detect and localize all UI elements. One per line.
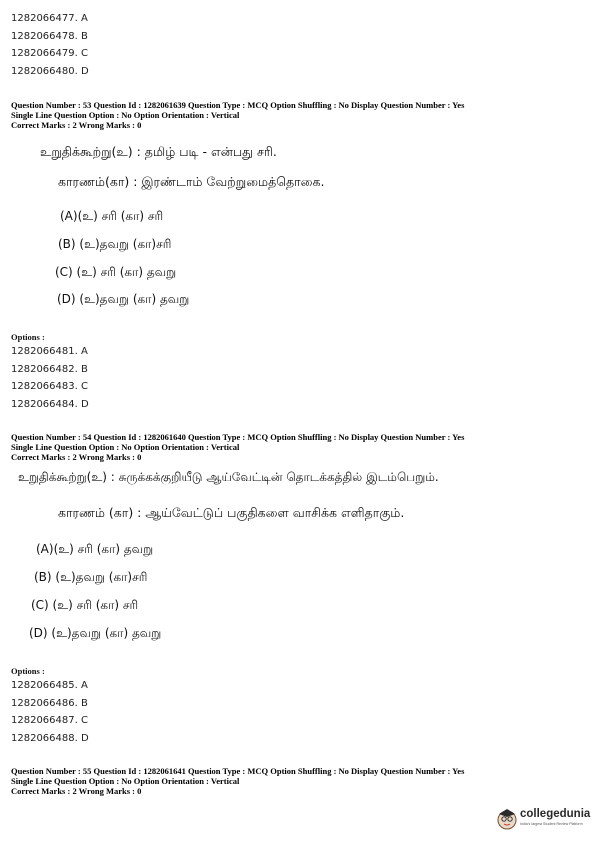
question-55	[0, 766, 595, 796]
choice-a: (A)(உ) சரி (கா) சரி	[60, 209, 164, 223]
question-meta: Question Number : 53 Question Id : 1282061639 Question Type : MCQ Option Shuffling : No Display Question Number : Yes	[11, 100, 465, 110]
question-53-options	[0, 329, 595, 413]
option-line: 1282066480. D	[11, 65, 89, 77]
question-meta-options: Single Line Question Option : No Option Orientation : Vertical	[11, 442, 240, 452]
collegedunia-logo	[496, 806, 591, 832]
option-line: 1282066485. A	[11, 680, 88, 691]
question-54	[0, 432, 595, 462]
options-label: Options :	[11, 332, 45, 342]
assertion-text: உறுதிக்கூற்று(உ) : தமிழ் படி - என்பது சரி.	[40, 144, 277, 159]
question-meta-options: Single Line Question Option : No Option Orientation : Vertical	[11, 110, 240, 120]
question-54-options	[0, 663, 595, 747]
question-meta: Question Number : 54 Question Id : 1282061640 Question Type : MCQ Option Shuffling : No Display Question Number : Yes	[11, 432, 465, 442]
choice-b: (B) (உ)தவறு (கா)சரி	[58, 237, 172, 251]
option-line: 1282066484. D	[11, 398, 89, 410]
choice-d: (D) (உ)தவறு (கா) தவறு	[57, 292, 190, 306]
option-line: 1282066486. B	[11, 697, 88, 709]
choice-a: (A)(உ) சரி (கா) தவறு	[36, 542, 154, 556]
options-label: Options :	[11, 666, 45, 676]
previous-question-options	[0, 10, 595, 80]
choice-d: (D) (உ)தவறு (கா) தவறு	[29, 626, 162, 640]
logo-name: collegedunia	[520, 808, 591, 820]
mascot-icon	[496, 806, 518, 830]
choice-c: (C) (உ) சரி (கா) சரி	[31, 598, 139, 612]
option-line: 1282066478. B	[11, 30, 88, 42]
choice-c: (C) (உ) சரி (கா) தவறு	[55, 265, 177, 279]
question-meta: Question Number : 55 Question Id : 1282061641 Question Type : MCQ Option Shuffling : No Display Question Number : Yes	[11, 766, 465, 776]
question-meta-options: Single Line Question Option : No Option Orientation : Vertical	[11, 776, 240, 786]
question-53	[0, 100, 595, 130]
question-marks: Correct Marks : 2 Wrong Marks : 0	[11, 786, 142, 796]
choice-b: (B) (உ)தவறு (கா)சரி	[34, 570, 148, 584]
option-line: 1282066482. B	[11, 363, 88, 375]
question-54-body	[0, 468, 595, 642]
option-line: 1282066477. A	[11, 13, 88, 24]
option-line: 1282066479. C	[11, 48, 88, 59]
reason-text: காரணம் (கா) : ஆய்வேட்டுப் பகுதிகளை வாசிக்க எளிதாகும்.	[58, 505, 405, 520]
question-marks: Correct Marks : 2 Wrong Marks : 0	[11, 120, 142, 130]
question-53-body	[0, 143, 595, 308]
assertion-text: உறுதிக்கூற்று(உ) : சுருக்கக்குறியீடு ஆய்வேட்டின் தொடக்கத்தில் இடம்பெறும்.	[18, 470, 439, 484]
logo-tagline: India's largest Student Review Platform	[520, 822, 583, 826]
question-marks: Correct Marks : 2 Wrong Marks : 0	[11, 452, 142, 462]
option-line: 1282066483. C	[11, 381, 88, 392]
option-line: 1282066488. D	[11, 732, 89, 744]
option-line: 1282066487. C	[11, 715, 88, 726]
option-line: 1282066481. A	[11, 346, 88, 357]
reason-text: காரணம்(கா) : இரண்டாம் வேற்றுமைத்தொகை.	[58, 174, 325, 189]
